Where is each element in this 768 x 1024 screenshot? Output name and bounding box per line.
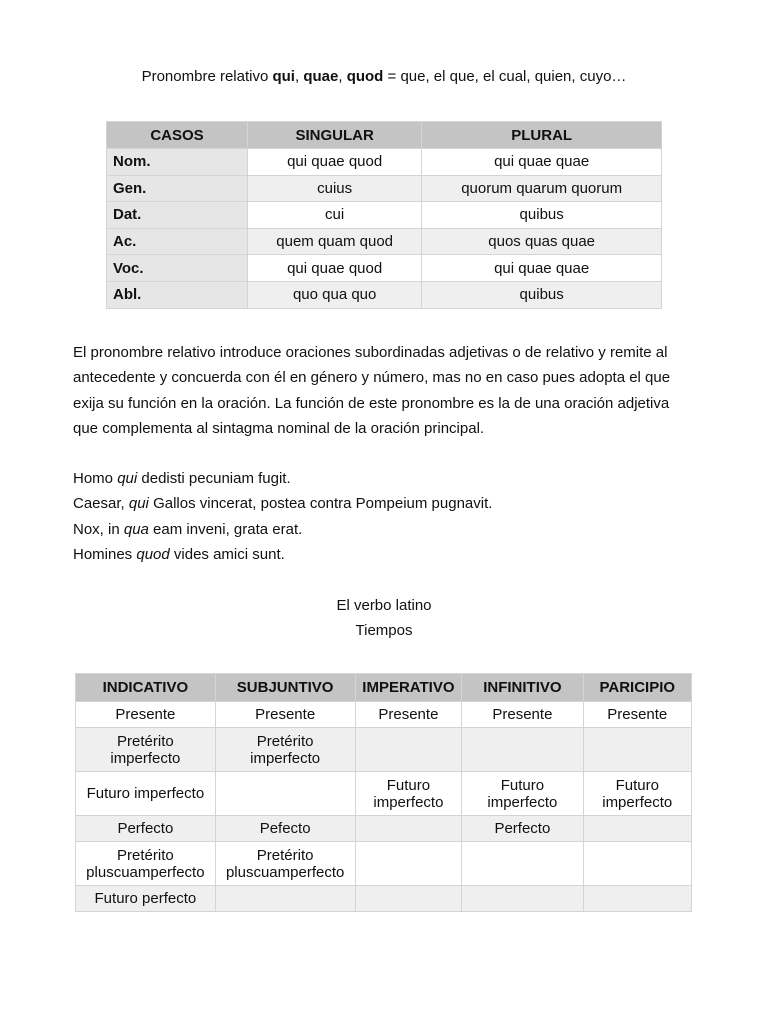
table-row [76,728,692,772]
example-pronoun: qui [117,470,138,487]
table-row [107,149,662,176]
example-before: Caesar, [73,495,129,513]
cases-header-singular: SINGULAR [248,122,422,149]
example-after: eam inveni, grata erat. [148,520,303,538]
intro-qui: qui [272,68,295,85]
tense-cell [462,842,583,886]
tense-cell: Pretérito pluscuamperfecto [215,842,355,886]
singular-cell: cui [248,202,422,229]
tense-cell: Perfecto [462,816,583,842]
plural-cell: quos quas quae [422,228,662,255]
tense-cell: Futuro perfecto [76,886,216,912]
tense-cell: Futuro imperfecto [355,772,462,816]
plural-cell: qui quae quae [422,149,662,176]
tense-cell: Pretérito imperfecto [215,728,355,772]
tense-cell [355,728,462,772]
table-row [107,228,662,255]
intro-prefix: Pronombre relativo [141,68,273,85]
tense-cell: Futuro imperfecto [583,772,691,816]
table-row [107,175,662,202]
tense-cell [355,886,462,912]
tense-cell: Presente [76,702,216,728]
example-sentence [73,517,698,542]
verb-section-subtitle: Tiempos [355,622,413,639]
cases-header-plural: PLURAL [422,122,662,149]
verb-section-title: El verbo latino [336,597,432,614]
tense-cell [215,886,355,912]
plural-cell: quibus [422,202,662,229]
example-after: Gallos vincerat, postea contra Pompeium pugnavit. [148,495,493,513]
intro-line [0,67,768,87]
tenses-header-infinitivo: INFINITIVO [462,674,583,702]
tenses-header-imperativo: IMPERATIVO [355,674,462,702]
example-sentence [73,542,698,567]
paragraph-line: que complementa al sintagma nominal de la oración principal. [73,419,485,437]
intro-sep2: , [338,68,347,85]
paragraph-line: exija su función en la oración. La función de este pronombre es la de una oración adjetiva [73,394,670,412]
plural-cell: qui quae quae [422,255,662,282]
tenses-header-indicativo: INDICATIVO [76,674,216,702]
tense-cell [583,728,691,772]
tense-cell: Presente [583,702,691,728]
intro-sep1: , [294,68,304,85]
tense-cell: Futuro imperfecto [462,772,583,816]
tense-cell [355,816,462,842]
example-sentence [73,491,698,516]
cases-table [106,121,662,309]
example-before: Homines [73,545,137,563]
tense-cell [583,886,691,912]
table-row [76,886,692,912]
tense-cell: Futuro imperfecto [76,772,216,816]
examples-list [73,466,698,567]
table-row [76,772,692,816]
tense-cell: Pretérito imperfecto [76,728,216,772]
tense-cell [583,842,691,886]
example-after: dedisti pecuniam fugit. [137,470,291,487]
tense-cell [215,772,355,816]
example-pronoun: quod [136,545,170,563]
case-label: Ac. [107,228,248,255]
cases-header-casos: CASOS [107,122,248,149]
tense-cell: Presente [215,702,355,728]
intro-quod: quod [346,68,384,85]
tense-cell [462,886,583,912]
tense-cell [462,728,583,772]
singular-cell: qui quae quod [248,149,422,176]
example-after: vides amici sunt. [169,545,285,563]
example-before: Homo [73,470,118,487]
example-before: Nox, in [73,520,124,538]
tenses-header-paricipio: PARICIPIO [583,674,691,702]
tense-cell: Perfecto [76,816,216,842]
tenses-header-row [76,674,692,702]
tense-cell: Presente [462,702,583,728]
case-label: Dat. [107,202,248,229]
paragraph-line: antecedente y concuerda con él en género y número, mas no en caso pues adopta el que [73,369,671,387]
paragraph-line: El pronombre relativo introduce oraciones subordinadas adjetivas o de relativo y remite al [73,344,668,361]
example-pronoun: qui [128,495,149,513]
tenses-header-subjuntivo: SUBJUNTIVO [215,674,355,702]
tense-cell [583,816,691,842]
plural-cell: quorum quarum quorum [422,175,662,202]
case-label: Nom. [107,149,248,176]
tense-cell: Pefecto [215,816,355,842]
table-row [107,281,662,308]
singular-cell: qui quae quod [248,255,422,282]
case-label: Gen. [107,175,248,202]
example-sentence [73,466,698,491]
table-row [76,702,692,728]
table-row [107,202,662,229]
tenses-table [75,673,692,912]
table-row [76,842,692,886]
example-pronoun: qua [123,520,149,538]
plural-cell: quibus [422,281,662,308]
case-label: Abl. [107,281,248,308]
intro-suffix: = que, el que, el cual, quien, cuyo… [383,68,627,85]
tense-cell [355,842,462,886]
cases-header-row [107,122,662,149]
case-label: Voc. [107,255,248,282]
tense-cell: Pretérito pluscuamperfecto [76,842,216,886]
table-row [76,816,692,842]
singular-cell: cuius [248,175,422,202]
explanation-paragraph [73,340,698,441]
tense-cell: Presente [355,702,462,728]
intro-quae: quae [303,68,339,85]
singular-cell: quem quam quod [248,228,422,255]
table-row [107,255,662,282]
verb-section-heading [0,593,768,643]
singular-cell: quo qua quo [248,281,422,308]
